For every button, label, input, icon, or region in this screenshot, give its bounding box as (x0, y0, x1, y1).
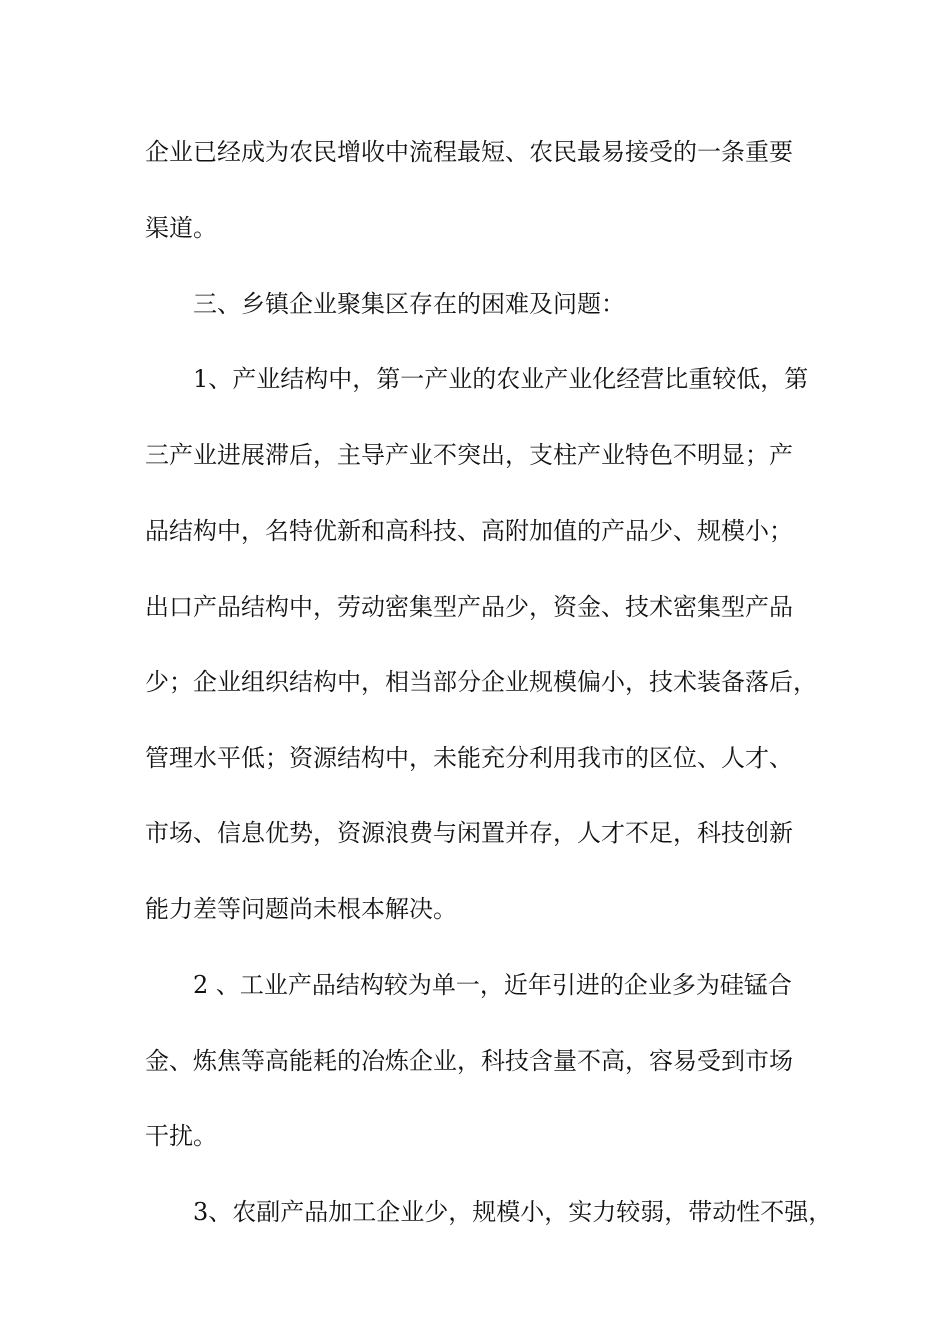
text-line: 出口产品结构中，劳动密集型产品少，资金、技术密集型产品 (145, 593, 793, 621)
text-line: 品结构中，名特优新和高科技、高附加值的产品少、规模小； (145, 517, 793, 545)
text-line: 3、农副产品加工企业少，规模小，实力较弱，带动性不强， (193, 1198, 833, 1226)
text-line: 2 、工业产品结构较为单一，近年引进的企业多为硅锰合 (193, 971, 792, 999)
text-line: 渠道。 (145, 214, 217, 242)
text-line: 少；企业组织结构中，相当部分企业规模偏小，技术装备落后， (145, 668, 817, 696)
text-line: 能力差等问题尚未根本解决。 (145, 895, 457, 923)
text-line: 三产业进展滞后，主导产业不突出，支柱产业特色不明显；产 (145, 441, 793, 469)
text-line: 市场、信息优势，资源浪费与闲置并存，人才不足，科技创新 (145, 819, 793, 847)
text-line: 1、产业结构中，第一产业的农业产业化经营比重较低，第 (193, 365, 809, 393)
text-line: 管理水平低；资源结构中，未能充分利用我市的区位、人才、 (145, 744, 793, 772)
text-line: 三、乡镇企业聚集区存在的困难及问题： (193, 290, 625, 318)
text-line: 干扰。 (145, 1122, 217, 1150)
text-line: 金、炼焦等高能耗的冶炼企业，科技含量不高，容易受到市场 (145, 1047, 793, 1075)
text-line: 企业已经成为农民增收中流程最短、农民最易接受的一条重要 (145, 138, 793, 166)
